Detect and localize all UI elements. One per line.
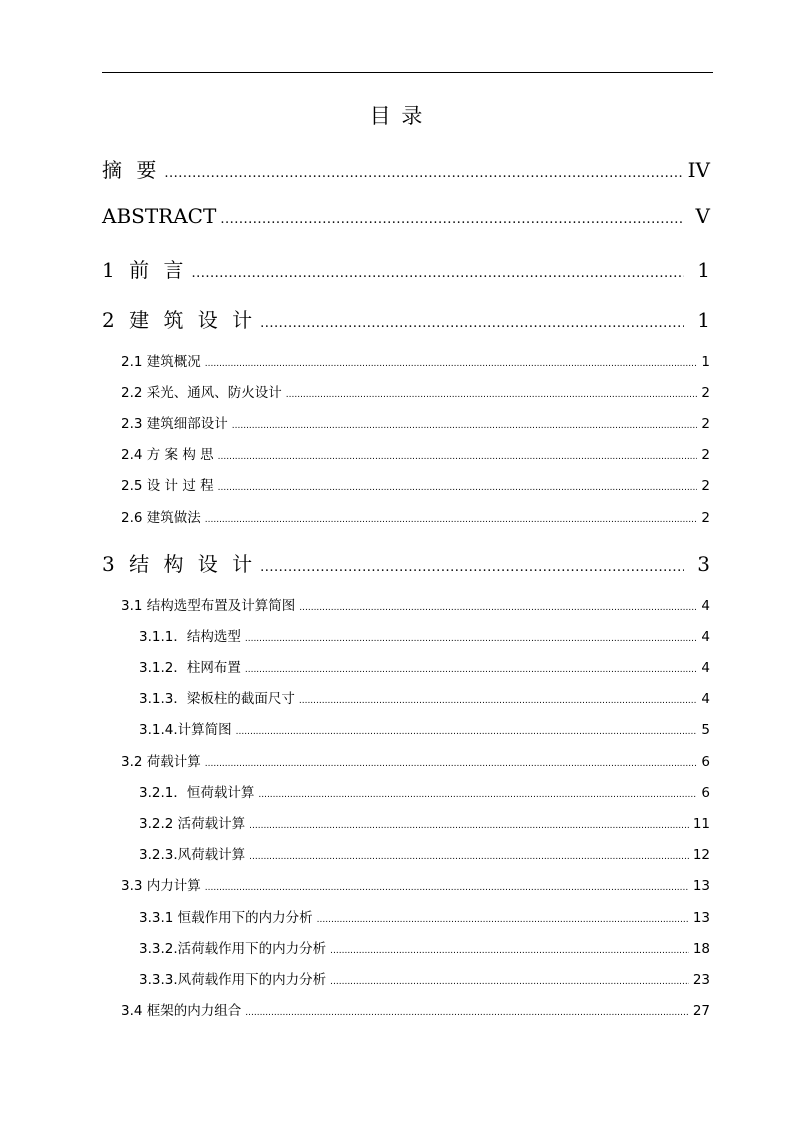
toc-entry-2-5[interactable] [121, 474, 710, 494]
toc-entry-label: 3.2 荷载计算 [121, 754, 201, 770]
toc-leader-dots [286, 390, 698, 400]
toc-entry-3-1-2[interactable] [139, 656, 710, 676]
toc-entry-abstract-en[interactable] [102, 204, 710, 228]
toc-entry-3-1-1[interactable] [139, 625, 710, 645]
toc-entry-page: 2 [701, 478, 710, 494]
toc-entry-page: 1 [697, 258, 710, 282]
toc-entry-page: IV [687, 158, 710, 182]
toc-entry-label: 3.1.1．结构选型 [139, 629, 241, 645]
toc-entry-page: 13 [692, 878, 710, 894]
toc-entry-page: 4 [701, 660, 710, 676]
toc-entry-page: 1 [701, 354, 710, 370]
toc-entry-label: ABSTRACT [102, 204, 217, 228]
toc-entry-3-2-1[interactable] [139, 781, 710, 801]
toc-leader-dots [232, 421, 698, 431]
toc-entry-page: 27 [692, 1003, 710, 1019]
toc-leader-dots [205, 883, 689, 893]
toc-entry-architecture-design[interactable] [102, 304, 710, 333]
toc-leader-dots [260, 560, 684, 575]
toc-entry-page: 11 [692, 816, 710, 832]
toc-entry-preface[interactable] [102, 254, 710, 283]
toc-entry-label: 3.3.2.活荷载作用下的内力分析 [139, 941, 327, 957]
toc-entry-label: 2 建 筑 设 计 [102, 308, 257, 332]
toc-entry-label: 2.4 方 案 构 思 [121, 447, 214, 463]
header-rule [102, 72, 713, 73]
toc-leader-dots [330, 946, 689, 956]
toc-entry-page: V [695, 204, 710, 228]
toc-leader-dots [164, 166, 683, 181]
toc-leader-dots [245, 665, 698, 675]
toc-entry-3-3-1[interactable] [139, 906, 710, 926]
toc-entry-page: 23 [692, 972, 710, 988]
toc-entry-page: 12 [692, 847, 710, 863]
toc-entry-page: 4 [701, 629, 710, 645]
toc-entry-label: 3.1 结构选型布置及计算简图 [121, 598, 296, 614]
toc-leader-dots [218, 452, 698, 462]
toc-entry-label: 2.6 建筑做法 [121, 510, 201, 526]
toc-entry-3-1-4[interactable] [139, 718, 710, 738]
toc-entry-label: 3.3.1 恒载作用下的内力分析 [139, 910, 313, 926]
toc-leader-dots [236, 727, 698, 737]
toc-entry-3-3[interactable] [121, 874, 710, 894]
toc-entry-3-3-2[interactable] [139, 937, 710, 957]
toc-entry-page: 13 [692, 910, 710, 926]
toc-entry-label: 摘 要 [102, 158, 161, 182]
toc-leader-dots [245, 634, 698, 644]
toc-leader-dots [317, 915, 689, 925]
toc-entry-page: 2 [701, 416, 710, 432]
toc-entry-label: 2.5 设 计 过 程 [121, 478, 214, 494]
toc-leader-dots [205, 515, 698, 525]
toc-entry-3-2-3[interactable] [139, 843, 710, 863]
toc-entry-page: 18 [692, 941, 710, 957]
toc-entry-page: 2 [701, 510, 710, 526]
toc-entry-label: 3.2.3.风荷载计算 [139, 847, 246, 863]
toc-entry-page: 5 [701, 722, 710, 738]
toc-entry-label: 3.1.3．梁板柱的截面尺寸 [139, 691, 295, 707]
toc-entry-page: 6 [701, 754, 710, 770]
toc-entry-3-2-2[interactable] [139, 812, 710, 832]
toc-entry-3-3-3[interactable] [139, 968, 710, 988]
toc-leader-dots [218, 483, 698, 493]
toc-entry-label: 3.1.4.计算简图 [139, 722, 232, 738]
toc-entry-2-6[interactable] [121, 506, 710, 526]
toc-leader-dots [245, 1008, 689, 1018]
toc-entry-2-2[interactable] [121, 381, 710, 401]
toc-entry-label: 1 前 言 [102, 258, 188, 282]
toc-leader-dots [249, 852, 689, 862]
toc-leader-dots [205, 359, 698, 369]
toc-leader-dots [299, 603, 697, 613]
toc-entry-label: 3.1.2．柱网布置 [139, 660, 241, 676]
toc-entry-page: 6 [701, 785, 710, 801]
toc-entry-3-1-3[interactable] [139, 687, 710, 707]
toc-entry-3-4[interactable] [121, 999, 710, 1019]
toc-entry-label: 2.3 建筑细部设计 [121, 416, 228, 432]
toc-entry-page: 4 [701, 598, 710, 614]
toc-leader-dots [249, 821, 689, 831]
toc-entry-label: 2.2 采光、通风、防火设计 [121, 385, 282, 401]
toc-leader-dots [330, 977, 689, 987]
toc-entry-label: 3.3 内力计算 [121, 878, 201, 894]
toc-entry-page: 2 [701, 447, 710, 463]
toc-leader-dots [191, 266, 684, 281]
toc-entry-label: 3.2.2 活荷载计算 [139, 816, 246, 832]
toc-entry-3-1[interactable] [121, 594, 710, 614]
toc-leader-dots [205, 759, 698, 769]
toc-leader-dots [260, 316, 684, 331]
toc-entry-label: 3.4 框架的内力组合 [121, 1003, 242, 1019]
toc-entry-page: 2 [701, 385, 710, 401]
toc-entry-2-3[interactable] [121, 412, 710, 432]
toc-leader-dots [258, 790, 697, 800]
toc-title: 目 录 [369, 104, 425, 128]
toc-entry-label: 3.3.3.风荷载作用下的内力分析 [139, 972, 327, 988]
toc-leader-dots [299, 696, 698, 706]
toc-entry-2-4[interactable] [121, 443, 710, 463]
toc-entry-label: 3.2.1．恒荷载计算 [139, 785, 255, 801]
toc-entry-abstract-cn[interactable] [102, 154, 710, 183]
toc-entry-page: 3 [697, 552, 710, 576]
toc-entry-label: 3 结 构 设 计 [102, 552, 257, 576]
toc-entry-page: 4 [701, 691, 710, 707]
toc-entry-structural-design[interactable] [102, 548, 710, 577]
toc-entry-3-2[interactable] [121, 750, 710, 770]
toc-leader-dots [220, 212, 684, 227]
toc-entry-2-1[interactable] [121, 350, 710, 370]
toc-entry-page: 1 [697, 308, 710, 332]
toc-entry-label: 2.1 建筑概况 [121, 354, 201, 370]
